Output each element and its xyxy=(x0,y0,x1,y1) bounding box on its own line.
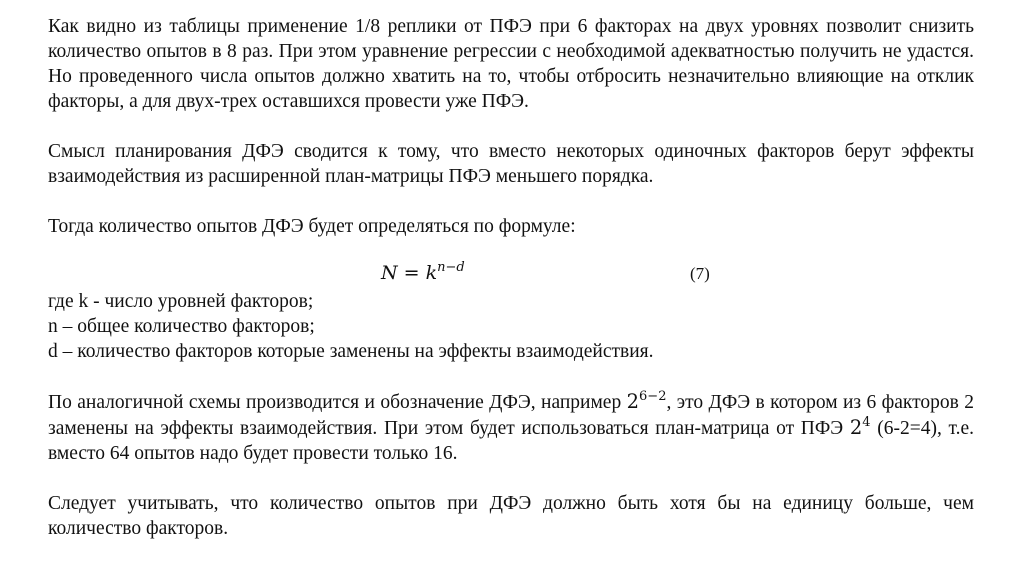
paragraph-intro: Как видно из таблицы применение 1/8 реплики от ПФЭ при 6 факторах на двух уровнях позволит снизить количество опытов в 8 раз. При этом уравнение регрессии с необходимой адекватностью получить не удастся. Но проведенного числа опытов должно хватить на то, чтобы отбросить незначительно влияющие на отклик факторы, а для двух-трех оставшихся провести уже ПФЭ. xyxy=(48,16,974,112)
paragraph-gap xyxy=(48,189,974,214)
notation-pfe-exponent: 4 xyxy=(862,414,871,430)
paragraph-formula-intro: Тогда количество опытов ДФЭ будет определяться по формуле: xyxy=(48,216,576,237)
definition-n: n – общее количество факторов; xyxy=(48,316,315,337)
document-page xyxy=(48,14,974,541)
notation-text-b: , это ДФЭ в котором из 6 факторов 2 заменены на эффекты взаимодействия. При этом будет использоваться план-матрица от ПФЭ xyxy=(48,392,974,439)
formula-exponent: n−d xyxy=(437,259,465,275)
paragraph-gap xyxy=(48,364,974,389)
notation-text-c: (6-2=4), т.е. вместо 64 опытов надо будет провести только 16. xyxy=(48,418,974,464)
paragraph-gap xyxy=(48,114,974,139)
formula-block xyxy=(48,239,974,289)
definition-k: где k - число уровней факторов; xyxy=(48,291,314,312)
paragraph-conclusion: Следует учитывать, что количество опытов при ДФЭ должно быть хотя бы на единицу больше, чем количество факторов. xyxy=(48,493,974,539)
definition-d: d – количество факторов которые заменены на эффекты взаимодействия. xyxy=(48,341,654,362)
paragraph-notation xyxy=(48,389,974,466)
formula-base: k xyxy=(425,262,438,284)
notation-example-base: 2 xyxy=(626,390,640,413)
notation-pfe-base: 2 xyxy=(849,416,863,439)
formula-equation xyxy=(381,261,465,286)
paragraph-dfe-meaning: Смысл планирования ДФЭ сводится к тому, что вместо некоторых одиночных факторов берут эффекты взаимодействия из расширенной план-матрицы ПФЭ меньшего порядка. xyxy=(48,141,974,187)
paragraph-gap xyxy=(48,466,974,491)
notation-text-a: По аналогичной схемы производится и обозначение ДФЭ, например xyxy=(48,392,627,413)
formula-lhs: N xyxy=(381,262,398,284)
formula-equals: = xyxy=(397,262,426,284)
notation-example-exponent: 6−2 xyxy=(639,388,667,404)
formula-number: (7) xyxy=(690,264,710,283)
